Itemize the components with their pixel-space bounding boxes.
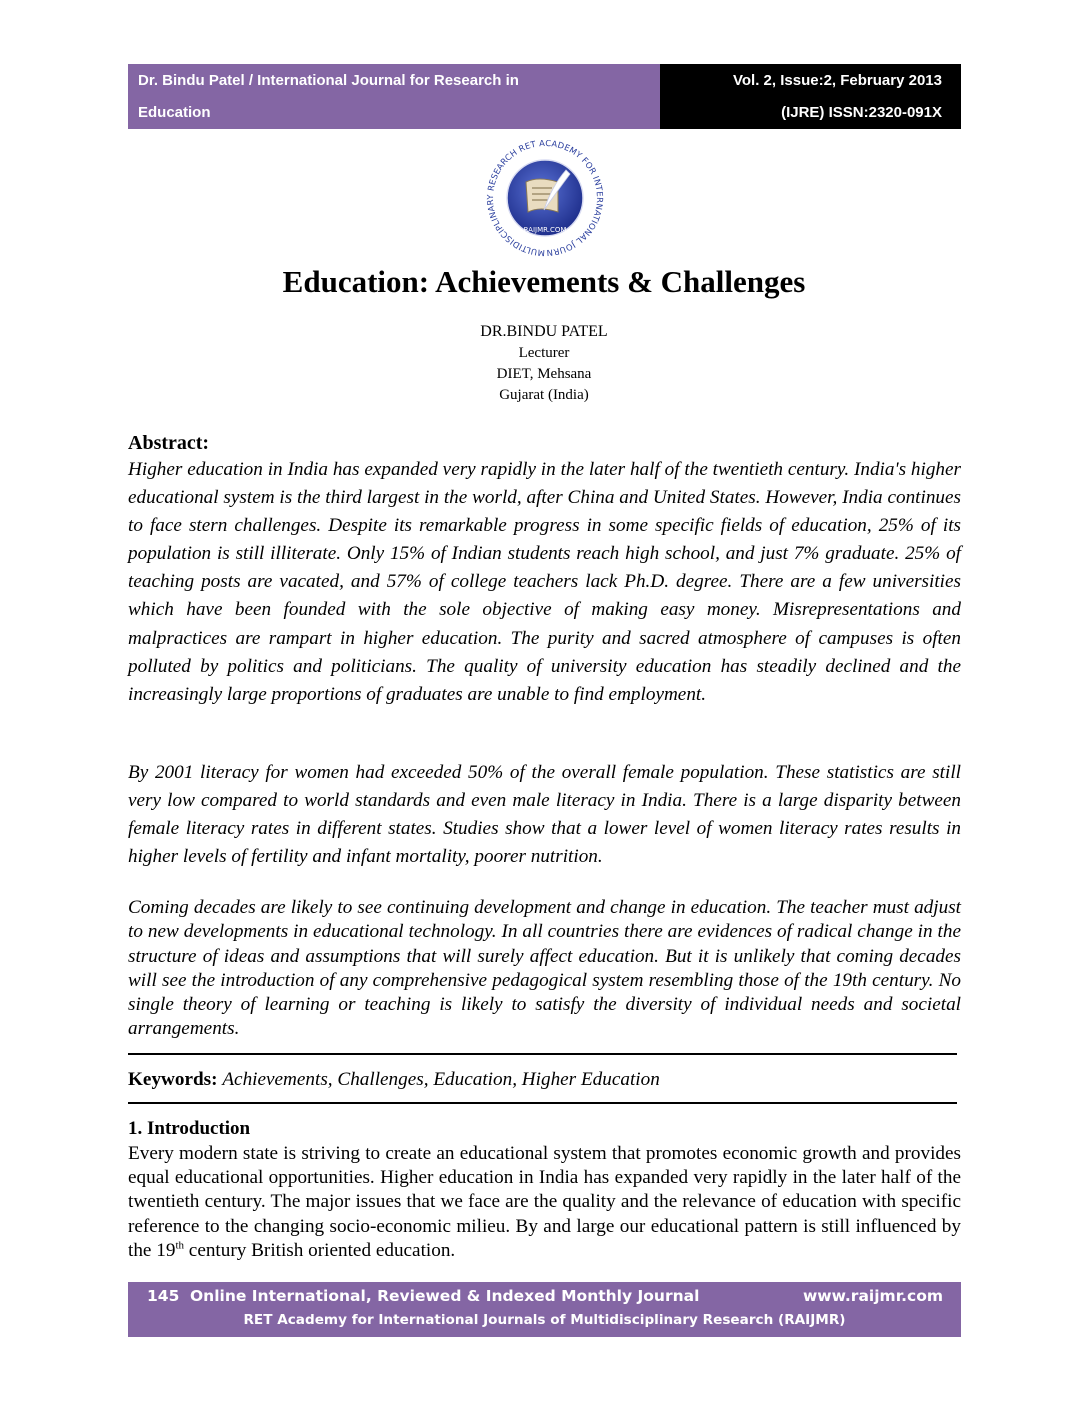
header-journal-band [128, 64, 660, 129]
author-institute: DIET, Mehsana [496, 366, 592, 382]
header-issue-band [660, 64, 961, 129]
author-location: Gujarat (India) [499, 387, 589, 403]
footer-publisher-line: RET Academy for International Journals of Multidisciplinary Research (RAIJMR) [243, 1312, 846, 1328]
section-divider-top [128, 1053, 957, 1055]
svg-text:RAIJMR.COM: RAIJMR.COM [523, 226, 567, 234]
footer-journal-line: Online International, Reviewed & Indexed Monthly Journal [190, 1287, 700, 1305]
header-journal-line2: Education [138, 104, 211, 121]
abstract-paragraph-1 [128, 456, 961, 709]
svg-text:MULTIDISCIPLINARY RESEARCH RET: MULTIDISCIPLINARY RESEARCH RET ACADEMY FOR INTERNATIONAL JOURN [484, 140, 606, 259]
footer-page-number: 145 [147, 1287, 180, 1305]
footer-website: www.raijmr.com [802, 1287, 943, 1305]
keywords-line [128, 1069, 660, 1091]
introduction-superscript: th [175, 1239, 184, 1252]
abstract-paragraph-2-text: By 2001 literacy for women had exceeded 50% of the overall female population. These statistics are still very low compared to world standards and even male literacy in India. There is a large disparity between female literacy rates in different states. Studies show that a lower level of women literacy rates results in higher levels of fertility and infant mortality, poorer nutrition. [128, 762, 961, 868]
abstract-paragraph-2 [128, 759, 961, 871]
keywords-label: Keywords: [128, 1069, 218, 1090]
introduction-paragraph [128, 1142, 961, 1263]
header-volume-issue: Vol. 2, Issue:2, February 2013 [733, 72, 942, 89]
page-footer [128, 1282, 961, 1337]
abstract-paragraph-3-text: Coming decades are likely to see continuing development and change in education. The teacher must adjust to new developments in educational technology. In all countries there are evidences of radical change in the structure of ideas and assumptions that will surely affect education. But it is unlikely that coming decades will see the introduction of any comprehensive pedagogical system resembling those of the 19th century. No single theory of learning or teaching is likely to satisfy the diversity of individual needs and societal arrangements. [128, 897, 961, 1040]
raijmr-logo-icon [478, 140, 612, 262]
raijmr-logo [478, 140, 612, 262]
author-name: DR.BINDU PATEL [480, 323, 608, 340]
section-divider-bottom [128, 1102, 957, 1104]
keywords-value: Achievements, Challenges, Education, Higher Education [222, 1069, 660, 1090]
header-issn: (IJRE) ISSN:2320-091X [781, 104, 942, 121]
abstract-paragraph-3 [128, 896, 961, 1042]
paper-title: Education: Achievements & Challenges [282, 264, 806, 299]
introduction-text-start: Every modern state is striving to create an educational system that promotes economic growth and provides equal educational opportunities. Higher education in India has expanded very rapidly in the later half of the twentieth century. The major issues that we face are the quality and the relevance of education with specific reference to the changing socio-economic milieu. By and large our educational pattern is still influenced by the 19 [128, 1143, 961, 1261]
introduction-text-end: century British oriented education. [184, 1239, 456, 1261]
header-journal-line1: Dr. Bindu Patel / International Journal for Research in [138, 72, 519, 89]
author-role: Lecturer [518, 345, 570, 361]
abstract-heading: Abstract: [128, 432, 210, 454]
abstract-paragraph-1-text: Higher education in India has expanded very rapidly in the later half of the twentieth century. India's higher educational system is the third largest in the world, after China and United States. However, India continues to face stern challenges. Despite its remarkable progress in some specific fields of education, 25% of its population is still illiterate. Only 15% of Indian students reach high school, and just 7% graduate. 25% of teaching posts are vacated, and 57% of college teachers lack Ph.D. degree. There are a few universities which have been founded with the sole objective of making easy money. Misrepresentations and malpractices are rampart in higher education. The purity and sacred atmosphere of campuses is often polluted by politics and politicians. The quality of university education has steadily declined and the increasingly large proportions of graduates are unable to find employment. [128, 459, 961, 705]
introduction-heading: 1. Introduction [128, 1118, 251, 1139]
